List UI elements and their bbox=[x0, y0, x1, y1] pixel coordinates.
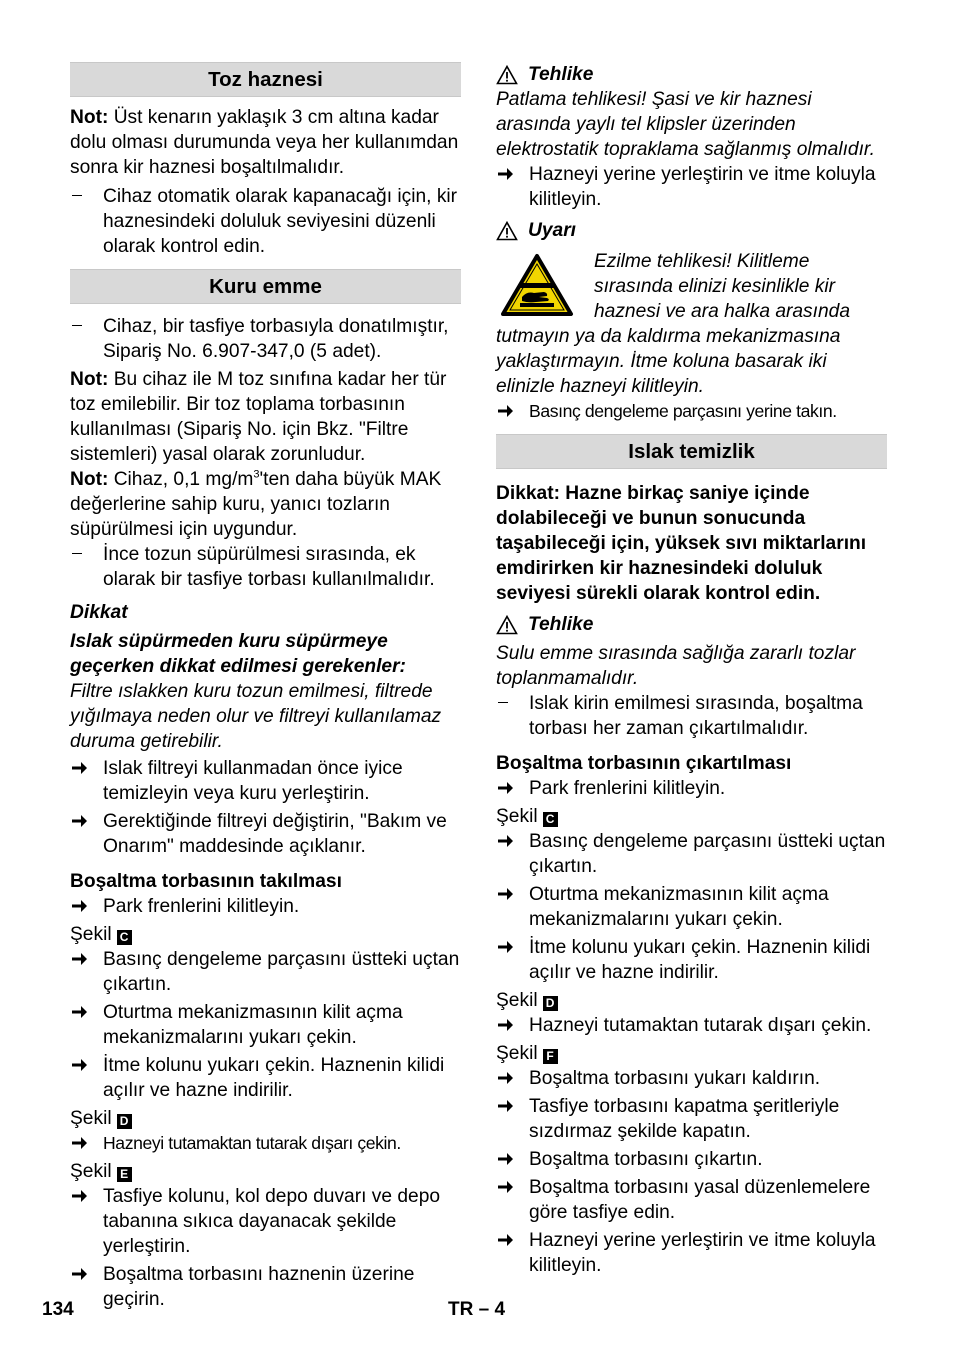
instruction-item: Islak filtreyi kullanmadan önce iyice temizleyin veya kuru yerleştirin. bbox=[70, 756, 461, 806]
hand-crush-hazard-icon bbox=[500, 253, 574, 317]
instruction-item: Oturtma mekanizmasının kilit açma mekanizmalarını yukarı çekin. bbox=[496, 882, 887, 932]
arrow-right-icon bbox=[496, 829, 529, 879]
arrow-right-icon bbox=[496, 1066, 529, 1091]
arrow-right-icon bbox=[70, 809, 103, 859]
arrow-right-icon bbox=[496, 882, 529, 932]
caution-heading: Islak süpürmeden kuru süpürmeye geçerken dikkat edilmesi gerekenler: bbox=[70, 631, 406, 677]
figure-d-badge: D bbox=[543, 996, 558, 1011]
list-item: İnce tozun süpürülmesi sırasında, ek olarak bir tasfiye torbası kullanılmalıdır. bbox=[70, 542, 461, 592]
figure-reference: Şekil E bbox=[70, 1159, 461, 1184]
instruction-item: Hazneyi yerine yerleştirin ve itme koluyla kilitleyin. bbox=[496, 162, 887, 212]
instruction-item: Hazneyi tutamaktan tutarak dışarı çekin. bbox=[70, 1131, 461, 1156]
figure-reference: Şekil D bbox=[70, 1106, 461, 1131]
note-paragraph: Not: Cihaz, 0,1 $mg/m^3'ten$ daha büyük MAK değerlerine sahip kuru, yanıcı tozların süpürülmesi için uygundur. bbox=[70, 468, 442, 540]
arrow-right-icon bbox=[496, 162, 529, 212]
instruction-item: Boşaltma torbasını haznenin üzerine geçirin. bbox=[70, 1262, 461, 1312]
list-item: Cihaz otomatik olarak kapanacağı için, kir haznesindeki doluluk seviyesini düzenli olarak kontrol edin. bbox=[70, 184, 461, 259]
list-item: Cihaz, bir tasfiye torbasıyla donatılmıştır, Sipariş No. 6.907-347,0 (5 adet). bbox=[70, 314, 461, 364]
arrow-right-icon bbox=[70, 1053, 103, 1103]
arrow-right-icon bbox=[496, 1147, 529, 1172]
note-paragraph: Not: Üst kenarın yaklaşık 3 cm altına kadar dolu olması durumunda veya her kullanımdan sonra kir haznesi boşaltılmalıdır. bbox=[70, 107, 459, 178]
arrow-right-icon bbox=[496, 399, 529, 424]
arrow-right-icon bbox=[70, 1184, 103, 1259]
warning-title: Uyarı bbox=[496, 218, 887, 243]
warning-text: Ezilme tehlikesi! Kilitleme sırasında elinizi kesinlikle kir haznesi ve ara halka arasında tutmayın ya da kaldırma mekanizmasına yaklaştırmayın. İtme koluna basarak iki elinizle hazneyi kilitleyin. bbox=[496, 251, 850, 397]
warning-triangle-icon bbox=[496, 65, 518, 85]
figure-reference: Şekil F bbox=[496, 1041, 887, 1066]
section-heading-kuru-emme: Kuru emme bbox=[70, 269, 461, 304]
figure-reference: Şekil C bbox=[496, 804, 887, 829]
arrow-right-icon bbox=[496, 1228, 529, 1278]
instruction-item: İtme kolunu yukarı çekin. Haznenin kilidi açılır ve hazne indirilir. bbox=[70, 1053, 461, 1103]
note-paragraph: Not: Bu cihaz ile M toz sınıfına kadar her tür toz emilebilir. Bir toz toplama torbasının kullanılması (Sipariş No. için Bkz. "Filtre sistemleri) yasal olarak zorunludur. bbox=[70, 369, 447, 465]
arrow-right-icon bbox=[496, 935, 529, 985]
instruction-item: Basınç dengeleme parçasını üstteki uçtan çıkartın. bbox=[70, 947, 461, 997]
instruction-item: Tasfiye torbasını kapatma şeritleriyle sızdırmaz şekilde kapatın. bbox=[496, 1094, 887, 1144]
figure-e-badge: E bbox=[117, 1167, 132, 1182]
instruction-item: Hazneyi yerine yerleştirin ve itme koluyla kilitleyin. bbox=[496, 1228, 887, 1278]
arrow-right-icon bbox=[496, 1013, 529, 1038]
subheading-takilma: Boşaltma torbasının takılması bbox=[70, 871, 342, 892]
arrow-right-icon bbox=[70, 894, 103, 919]
instruction-item: Boşaltma torbasını yukarı kaldırın. bbox=[496, 1066, 887, 1091]
left-column bbox=[70, 62, 461, 1315]
right-column bbox=[496, 62, 887, 1281]
instruction-item: Park frenlerini kilitleyin. bbox=[496, 776, 887, 801]
instruction-item: Tasfiye kolunu, kol depo duvarı ve depo tabanına sıkıca dayanacak şekilde yerleştirin. bbox=[70, 1184, 461, 1259]
figure-reference: Şekil C bbox=[70, 922, 461, 947]
figure-c-badge: C bbox=[117, 930, 132, 945]
warning-block bbox=[496, 249, 887, 399]
figure-f-badge: F bbox=[543, 1049, 558, 1064]
subheading-cikartilmasi: Boşaltma torbasının çıkartılması bbox=[496, 753, 792, 774]
instruction-item: Hazneyi tutamaktan tutarak dışarı çekin. bbox=[496, 1013, 887, 1038]
danger-title: Tehlike bbox=[496, 612, 887, 637]
instruction-item: Oturtma mekanizmasının kilit açma mekanizmalarını yukarı çekin. bbox=[70, 1000, 461, 1050]
section-heading-toz-haznesi: Toz haznesi bbox=[70, 62, 461, 97]
instruction-item: Park frenlerini kilitleyin. bbox=[70, 894, 461, 919]
instruction-item: Basınç dengeleme parçasını yerine takın. bbox=[496, 399, 887, 424]
caution-bold-text: Dikkat: Hazne birkaç saniye içinde dolabileceği ve bunun sonucunda taşabileceği için, yüksek sıvı miktarlarını emdirirken kir haznesindeki doluluk seviyesi sürekli olarak kontrol edin. bbox=[496, 483, 867, 604]
arrow-right-icon bbox=[496, 1094, 529, 1144]
instruction-item: İtme kolunu yukarı çekin. Haznenin kilidi açılır ve hazne indirilir. bbox=[496, 935, 887, 985]
arrow-right-icon bbox=[496, 1175, 529, 1225]
caution-title: Dikkat bbox=[70, 602, 128, 623]
arrow-right-icon bbox=[70, 756, 103, 806]
instruction-item: Boşaltma torbasını yasal düzenlemelere göre tasfiye edin. bbox=[496, 1175, 887, 1225]
warning-triangle-icon bbox=[496, 221, 518, 241]
instruction-item: Gerektiğinde filtreyi değiştirin, "Bakım ve Onarım" maddesinde açıklanır. bbox=[70, 809, 461, 859]
warning-triangle-icon bbox=[496, 615, 518, 635]
list-item: Islak kirin emilmesi sırasında, boşaltma torbası her zaman çıkartılmalıdır. bbox=[496, 691, 887, 741]
page-number: 134 bbox=[42, 1299, 74, 1320]
arrow-right-icon bbox=[70, 947, 103, 997]
instruction-item: Basınç dengeleme parçasını üstteki uçtan çıkartın. bbox=[496, 829, 887, 879]
section-heading-islak-temizlik: Islak temizlik bbox=[496, 434, 887, 469]
danger-title: Tehlike bbox=[496, 62, 887, 87]
figure-c-badge: C bbox=[543, 812, 558, 827]
language-page-label: TR – 4 bbox=[448, 1299, 506, 1320]
figure-reference: Şekil D bbox=[496, 988, 887, 1013]
arrow-right-icon bbox=[70, 1262, 103, 1312]
arrow-right-icon bbox=[496, 776, 529, 801]
danger-text: Patlama tehlikesi! Şasi ve kir haznesi arasında yaylı tel klipsler üzerinden elektrostatik topraklama sağlanmış olmalıdır. bbox=[496, 89, 875, 160]
caution-text: Filtre ıslakken kuru tozun emilmesi, filtrede yığılmaya neden olur ve filtreyi kullanılamaz duruma getirebilir. bbox=[70, 681, 442, 752]
figure-d-badge: D bbox=[117, 1114, 132, 1129]
instruction-item: Boşaltma torbasını çıkartın. bbox=[496, 1147, 887, 1172]
arrow-right-icon bbox=[70, 1000, 103, 1050]
arrow-right-icon bbox=[70, 1131, 103, 1156]
danger-text: Sulu emme sırasında sağlığa zararlı tozlar toplanmamalıdır. bbox=[496, 643, 856, 689]
